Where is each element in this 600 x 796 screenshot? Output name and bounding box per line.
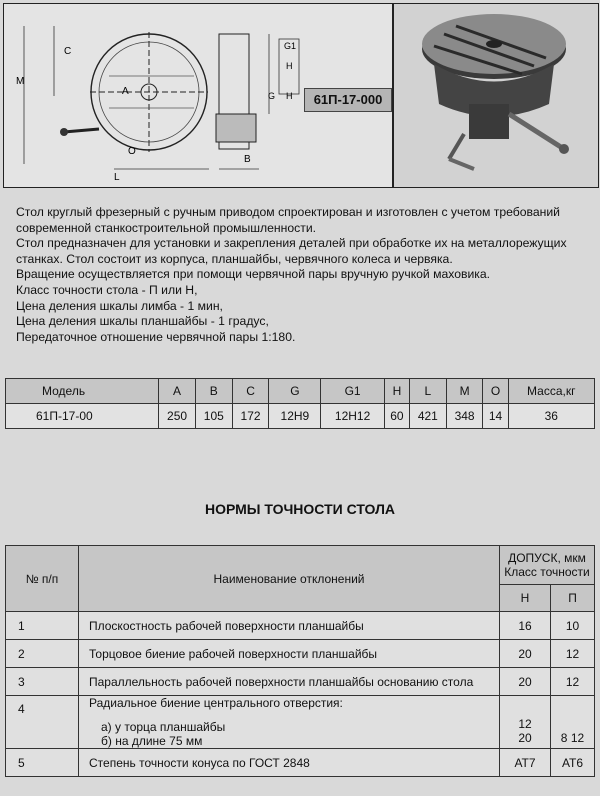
spec-cell: 12Н12 — [321, 404, 385, 429]
norms-row-n: 20 — [500, 640, 551, 668]
dim-label-h: H — [286, 61, 293, 71]
spec-header-m: M — [446, 379, 483, 404]
norms-row-p: АТ6 — [551, 749, 595, 777]
spec-header-c: C — [232, 379, 269, 404]
description-line: Передаточное отношение червячной пары 1:180. — [16, 329, 296, 344]
dim-label-l: L — [114, 172, 120, 183]
norms-table — [5, 545, 595, 777]
norms-row — [6, 640, 595, 668]
description-line: Класс точности стола - П или Н, — [16, 282, 198, 297]
spec-header-o: O — [483, 379, 508, 404]
spec-header-model: Модель — [6, 379, 159, 404]
description-line: Вращение осуществляется при помощи червячной пары вручную ручкой маховика. — [16, 267, 491, 282]
description-line: Стол предназначен для установки и закрепления деталей при обработке их на металлорежущих станках. Стол состоит из корпуса, планшайбы, червячного колеса и червяка. — [16, 236, 567, 266]
norms-row-num: 1 — [6, 612, 79, 640]
spec-header-mass: Масса,кг — [508, 379, 594, 404]
norms-row-title: Радиальное биение центрального отверстия: — [89, 696, 343, 710]
norms-header-tolerance: ДОПУСК, мкм Класс точности — [500, 546, 595, 585]
header-images — [0, 0, 600, 190]
norms-row-num: 3 — [6, 668, 79, 696]
norms-row-n — [500, 696, 551, 749]
dim-label-g: G — [268, 91, 276, 101]
norms-row-p: 12 — [551, 640, 595, 668]
norms-row-n: 20 — [500, 668, 551, 696]
norms-row-n-b: 20 — [518, 731, 532, 745]
description-line: Стол круглый фрезерный с ручным приводом спроектирован и изготовлен с учетом требований современной станкостроительной промышленности. — [16, 205, 560, 235]
norms-title: НОРМЫ ТОЧНОСТИ СТОЛА — [204, 501, 396, 517]
product-photo — [393, 3, 599, 188]
norms-row-sub-a: а) у торца планшайбы — [101, 720, 226, 734]
norms-header-name: Наименование отклонений — [79, 546, 500, 612]
spec-header-b: B — [195, 379, 232, 404]
spec-cell: 14 — [483, 404, 508, 429]
spec-cell: 250 — [159, 404, 196, 429]
norms-row-num: 4 — [6, 696, 79, 749]
spec-data-row — [6, 404, 595, 429]
spec-cell: 12Н9 — [269, 404, 321, 429]
norms-row-n-a: 12 — [518, 717, 532, 731]
spec-cell-model: 61П-17-00 — [6, 404, 159, 429]
spec-cell: 36 — [508, 404, 594, 429]
norms-header-num: № п/п — [6, 546, 79, 612]
spec-header-g1: G1 — [321, 379, 385, 404]
norms-row-n: 16 — [500, 612, 551, 640]
dim-label-o: O — [128, 146, 136, 157]
norms-row-name — [79, 696, 500, 749]
norms-row — [6, 696, 595, 749]
spec-cell: 60 — [384, 404, 409, 429]
rotary-table-photo-svg — [394, 4, 598, 187]
norms-row-name: Степень точности конуса по ГОСТ 2848 — [79, 749, 500, 777]
norms-row-name: Параллельность рабочей поверхности планшайбы основанию стола — [79, 668, 500, 696]
spec-header-g: G — [269, 379, 321, 404]
norms-row — [6, 612, 595, 640]
norms-row-p: 12 — [551, 668, 595, 696]
norms-row-num: 2 — [6, 640, 79, 668]
norms-row-num: 5 — [6, 749, 79, 777]
dim-label-c: C — [64, 46, 72, 57]
spec-header-h: H — [384, 379, 409, 404]
norms-row-sub-b: б) на длине 75 мм — [101, 734, 203, 748]
technical-drawing — [3, 3, 393, 188]
spec-cell: 105 — [195, 404, 232, 429]
spec-cell: 421 — [409, 404, 446, 429]
norms-row — [6, 668, 595, 696]
norms-header-row — [6, 546, 595, 585]
description-line: Цена деления шкалы лимба - 1 мин, — [16, 298, 223, 313]
norms-row-name: Торцовое биение рабочей поверхности планшайбы — [79, 640, 500, 668]
norms-row-p-b: 12 — [570, 731, 585, 745]
norms-row-p — [551, 696, 595, 749]
spec-cell: 172 — [232, 404, 269, 429]
spec-header-a: A — [159, 379, 196, 404]
norms-row-p-a: 8 — [560, 731, 568, 745]
spec-cell: 348 — [446, 404, 483, 429]
norms-header-class-n: Н — [500, 585, 551, 612]
spec-header-l: L — [409, 379, 446, 404]
norms-row-name: Плоскостность рабочей поверхности планшайбы — [79, 612, 500, 640]
model-tag: 61П-17-000 — [304, 88, 392, 112]
description-line: Цена деления шкалы планшайбы - 1 градус, — [16, 314, 269, 329]
spec-header-row — [6, 379, 595, 404]
description — [16, 205, 591, 345]
spec-table — [5, 378, 595, 429]
norms-row — [6, 749, 595, 777]
dim-label-m: M — [16, 76, 25, 87]
dim-label-g1: G1 — [284, 41, 297, 51]
dim-label-a: A — [122, 86, 129, 97]
norms-row-n: АТ7 — [500, 749, 551, 777]
dim-label-b: B — [244, 154, 251, 165]
norms-row-p: 10 — [551, 612, 595, 640]
norms-header-class-p: П — [551, 585, 595, 612]
dim-label-h2: H — [286, 91, 293, 101]
